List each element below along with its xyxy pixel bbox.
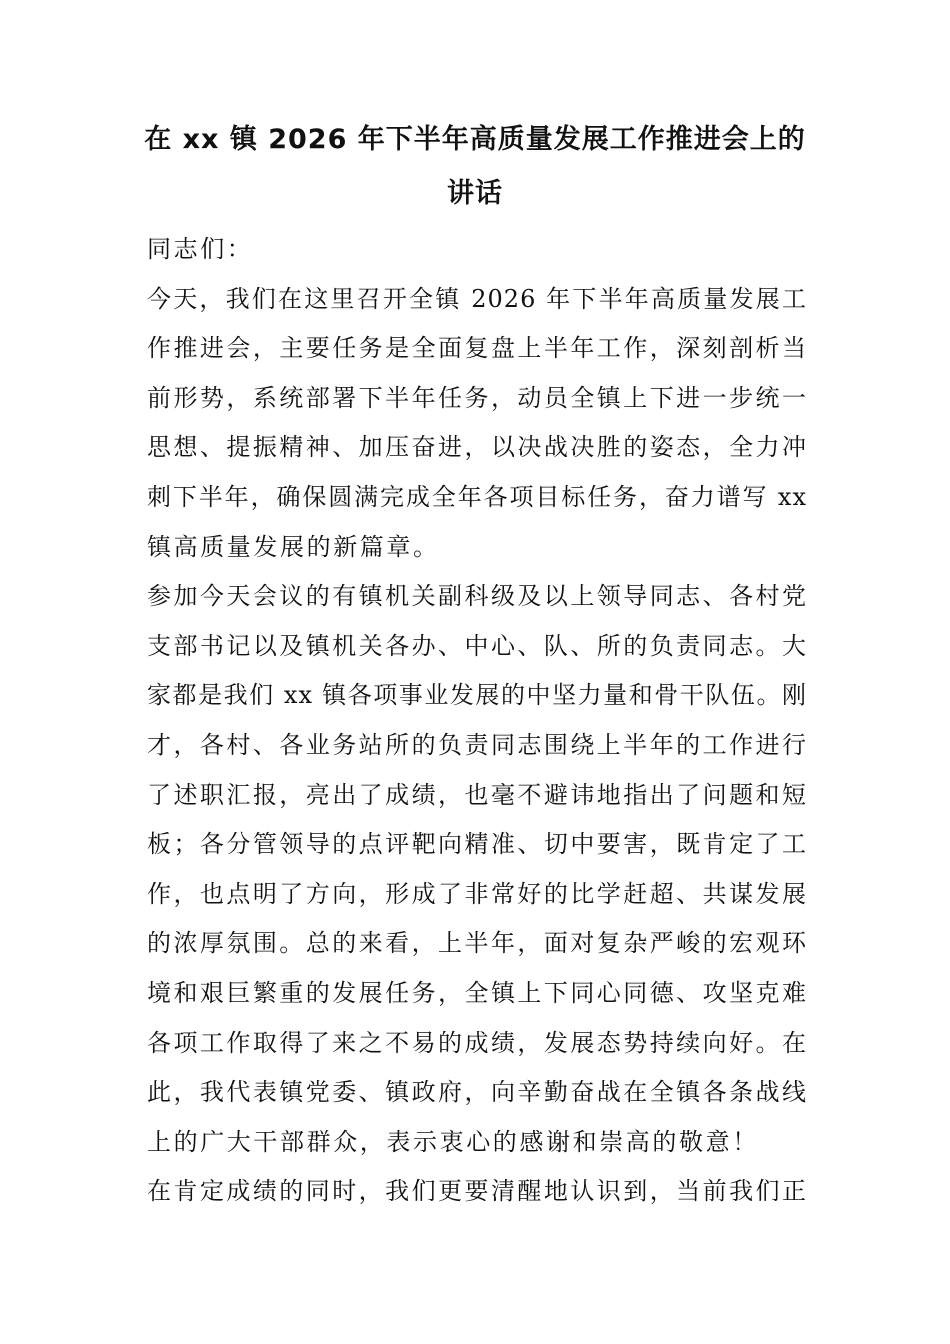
body-line: 此，我代表镇党委、镇政府，向辛勤奋战在全镇各条战线 [147,1078,807,1107]
body-line: 支部书记以及镇机关各办、中心、队、所的负责同志。大 [147,631,807,660]
body-line: 才，各村、各业务站所的负责同志围绕上半年的工作进行 [147,730,807,759]
body-line: 家都是我们 xx 镇各项事业发展的中坚力量和骨干队伍。刚 [147,681,807,710]
body-line: 境和艰巨繁重的发展任务，全镇上下同心同德、攻坚克难 [147,978,807,1007]
body-line: 上的广大干部群众，表示衷心的感谢和崇高的敬意！ [147,1127,759,1156]
body-line: 刺下半年，确保圆满完成全年各项目标任务，奋力谱写 xx [147,482,807,511]
body-line: 的浓厚氛围。总的来看，上半年，面对复杂严峻的宏观环 [147,929,807,958]
body-line: 各项工作取得了来之不易的成绩，发展态势持续向好。在 [147,1028,807,1057]
body-line: 在肯定成绩的同时，我们更要清醒地认识到，当前我们正 [147,1177,807,1206]
body-line: 参加今天会议的有镇机关副科级及以上领导同志、各村党 [147,582,807,611]
document-body [147,225,807,1217]
body-line: 镇高质量发展的新篇章。 [147,532,440,561]
body-line: 板；各分管领导的点评靶向精准、切中要害，既肯定了工 [147,830,807,859]
body-line: 思想、提振精神、加压奋进，以决战决胜的姿态，全力冲 [147,433,807,462]
body-line: 前形势，系统部署下半年任务，动员全镇上下进一步统一 [147,383,807,412]
salutation-line: 同志们： [147,235,254,263]
body-line: 今天，我们在这里召开全镇 2026 年下半年高质量发展工 [147,284,807,313]
body-line: 作，也点明了方向，形成了非常好的比学赶超、共谋发展 [147,879,807,908]
document-title-line-1: 在 xx 镇 2026 年下半年高质量发展工作推进会上的 [144,124,806,155]
body-line: 作推进会，主要任务是全面复盘上半年工作，深刻剖析当 [147,334,807,363]
body-line: 了述职汇报，亮出了成绩，也毫不避讳地指出了问题和短 [147,780,807,809]
document-title-line-2: 讲话 [447,178,503,209]
